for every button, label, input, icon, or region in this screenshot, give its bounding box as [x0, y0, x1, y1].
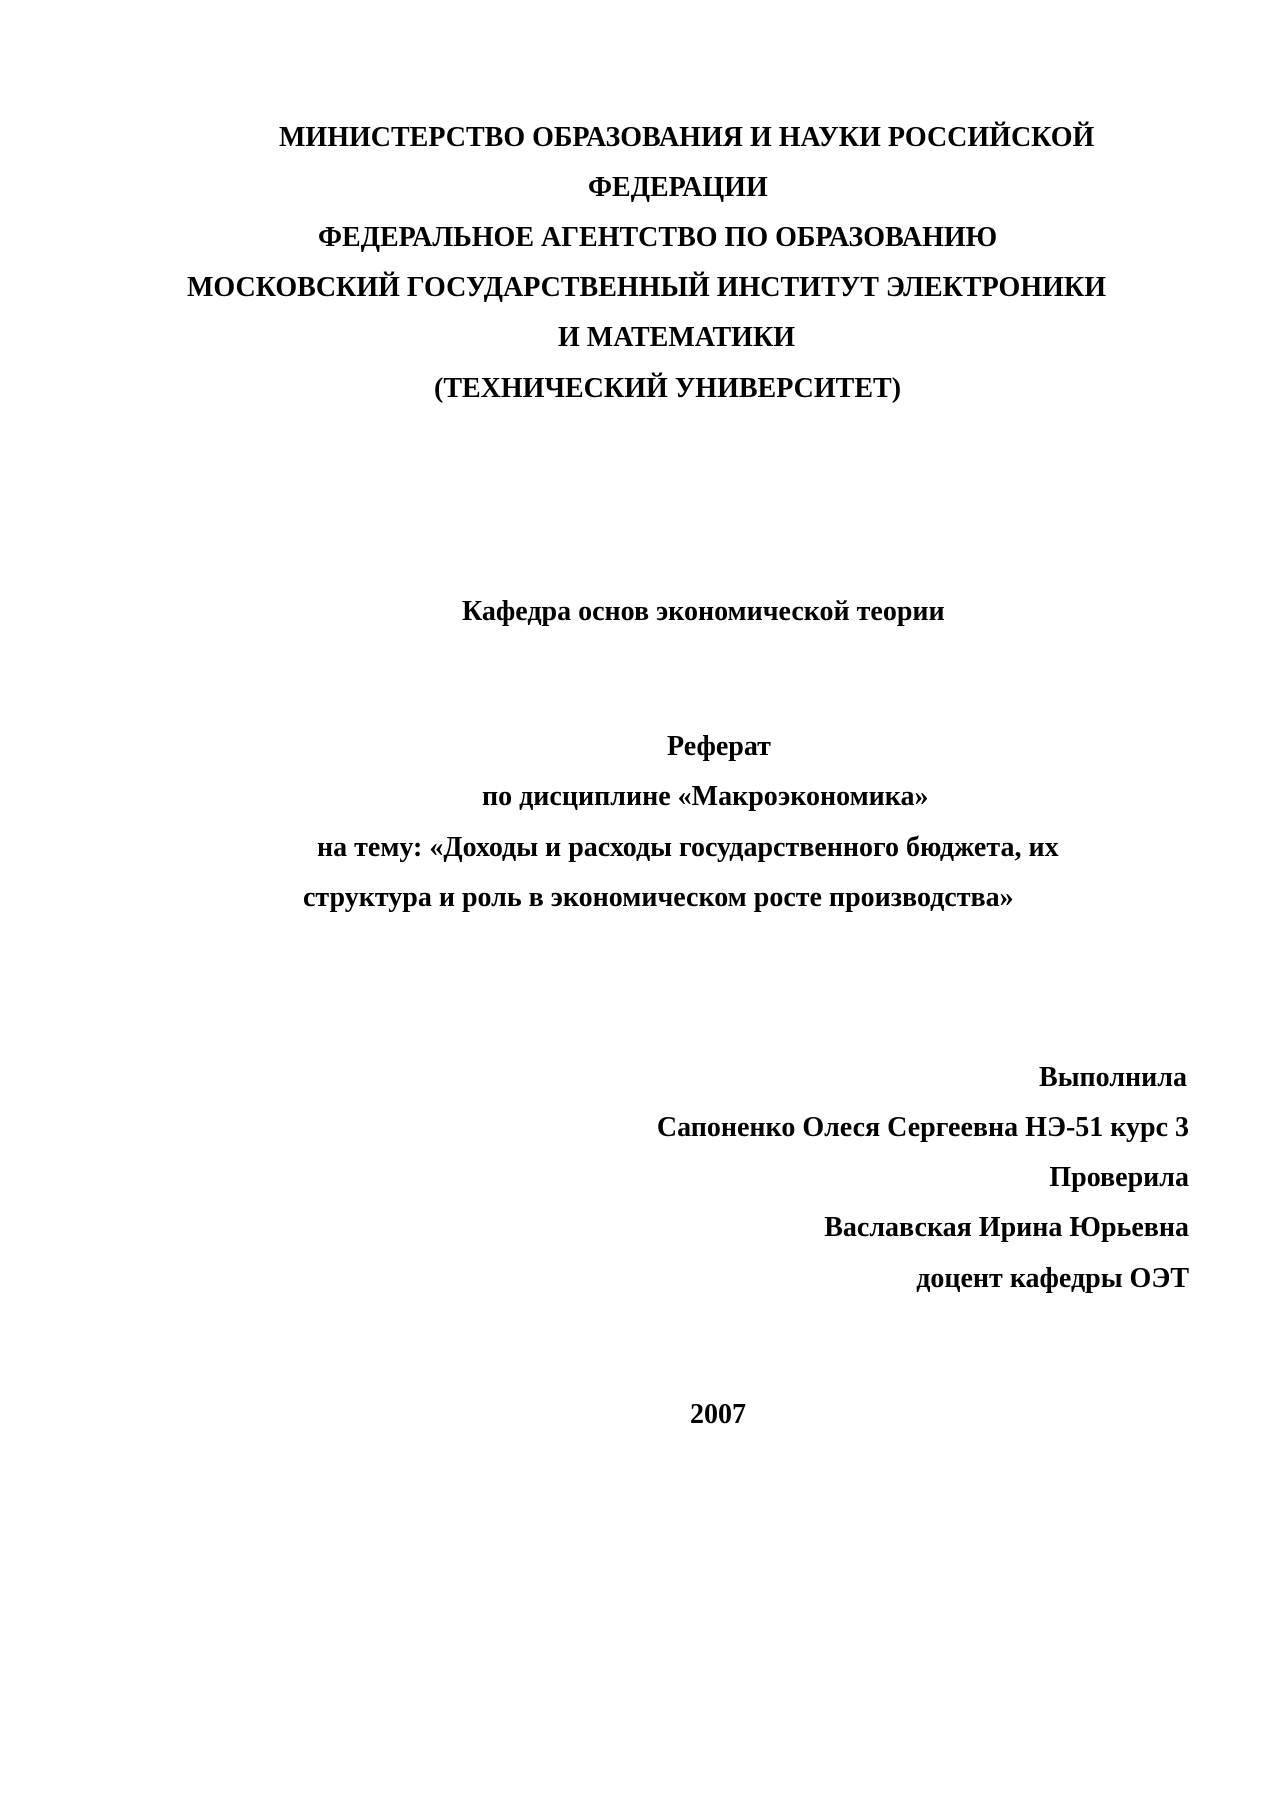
teacher-name: Ваславская Ирина Юрьевна [824, 1212, 1189, 1243]
year: 2007 [690, 1399, 746, 1430]
performed-label: Выполнила [1039, 1062, 1187, 1093]
checked-label: Проверила [1049, 1162, 1189, 1193]
ministry-line-1: МИНИСТЕРСТВО ОБРАЗОВАНИЯ И НАУКИ РОССИЙСКОЙ [279, 122, 1095, 153]
institute-line-1: МОСКОВСКИЙ ГОСУДАРСТВЕННЫЙ ИНСТИТУТ ЭЛЕКТРОНИКИ [187, 272, 1106, 303]
institute-line-2: И МАТЕМАТИКИ [558, 322, 796, 353]
student-name: Сапоненко Олеся Сергеевна НЭ-51 курс 3 [656, 1112, 1189, 1143]
work-type: Реферат [667, 731, 771, 762]
agency-line: ФЕДЕРАЛЬНОЕ АГЕНТСТВО ПО ОБРАЗОВАНИЮ [318, 222, 998, 253]
ministry-line-2: ФЕДЕРАЦИИ [588, 172, 768, 203]
institute-line-3: (ТЕХНИЧЕСКИЙ УНИВЕРСИТЕТ) [434, 373, 902, 404]
teacher-position: доцент кафедры ОЭТ [916, 1263, 1189, 1294]
topic-line-2: структура и роль в экономическом росте производства» [303, 882, 1014, 913]
department-title: Кафедра основ экономической теории [462, 596, 945, 627]
discipline-line: по дисциплине «Макроэкономика» [482, 781, 929, 812]
topic-line-1: на тему: «Доходы и расходы государственного бюджета, их [317, 832, 1059, 863]
